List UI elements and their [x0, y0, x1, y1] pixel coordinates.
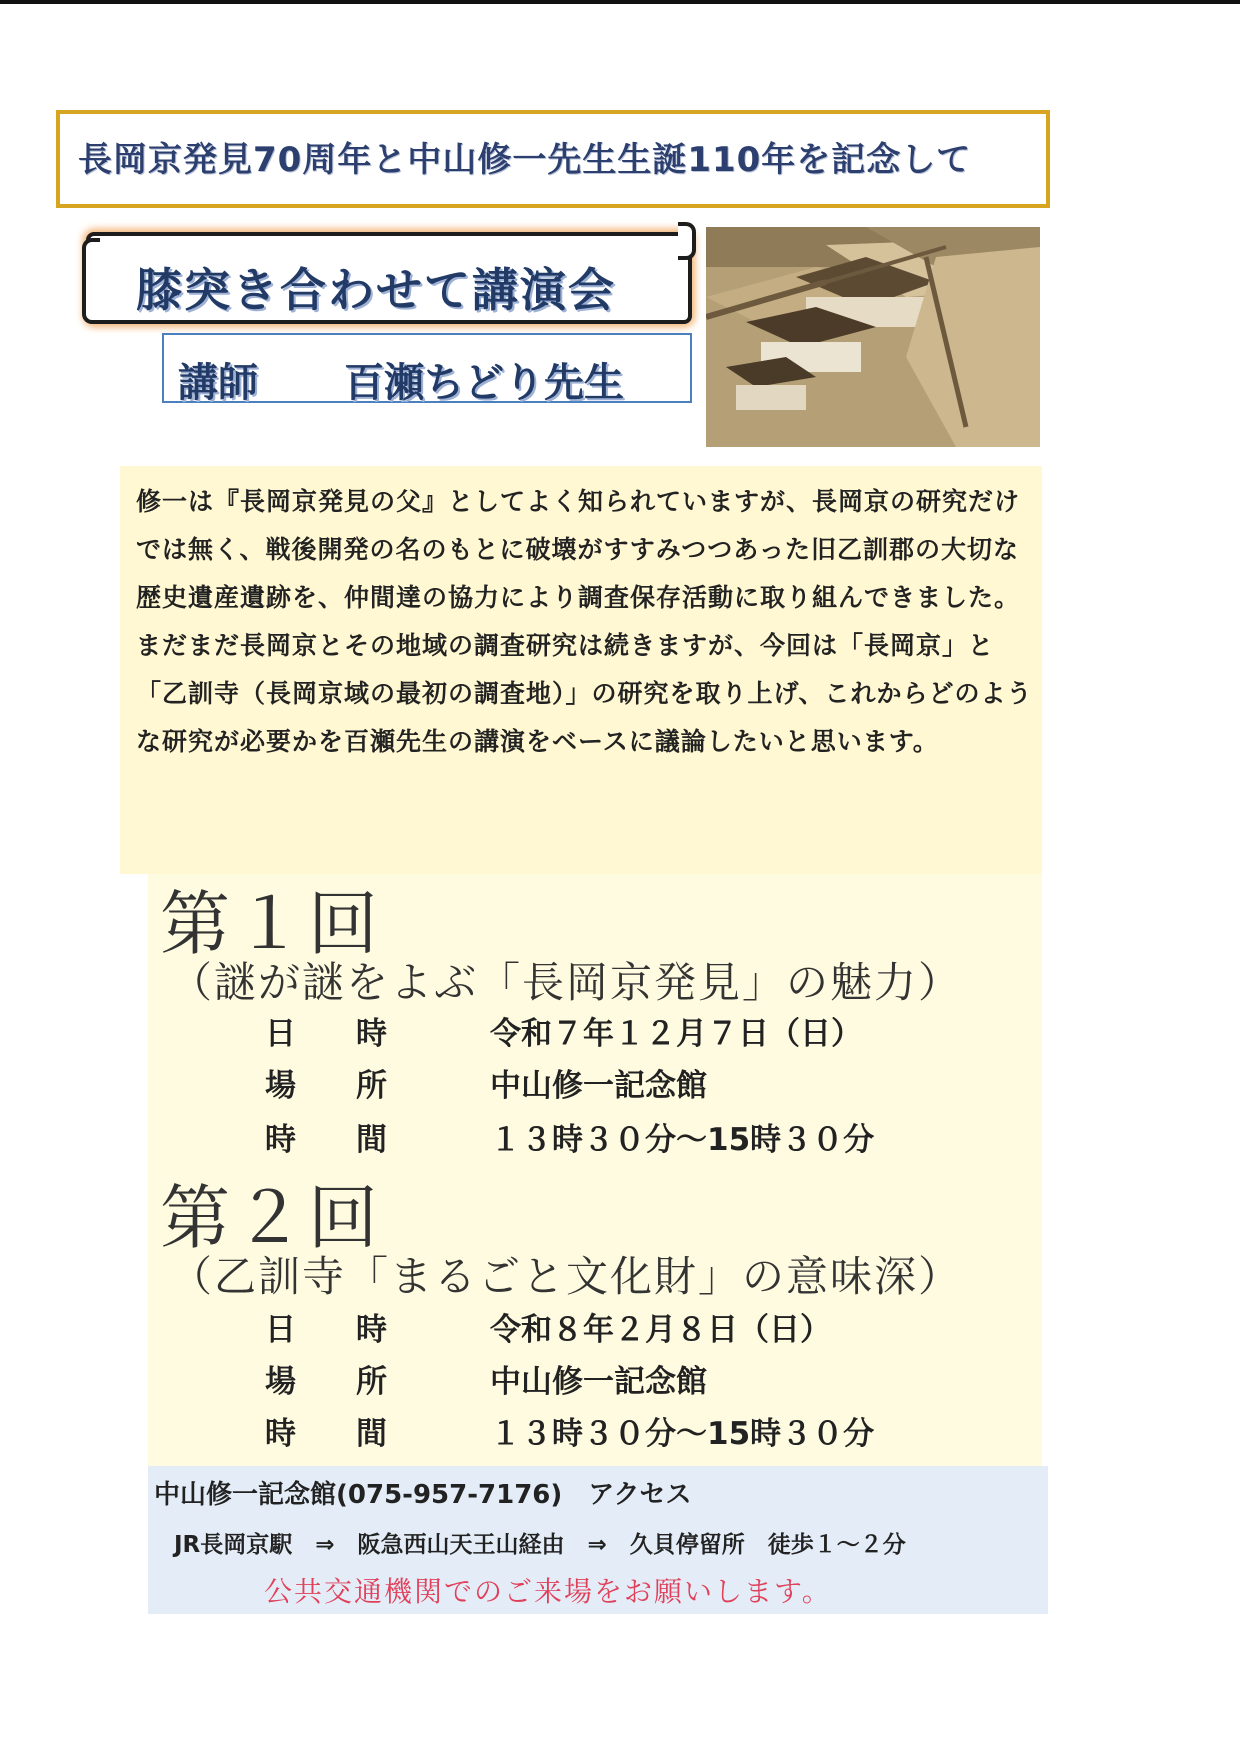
access-note: 公共交通機関でのご来場をお願いします。 [264, 1575, 832, 1608]
intro-text: 修一は『長岡京発見の父』としてよく知られていますが、長岡京の研究だけでは無く、戦後開発の名のもとに破壊がすすみつつあった旧乙訓郡の大切な歴史遺産遺跡を、仲間達の協力により調査保存活動に取り組んできました。まだまだ長岡京とその地域の調査研究は続きますが、今回は「長岡京」と「乙訓寺（長岡京域の最初の調査地）」の研究を取り上げ、これからどのような研究が必要かを百瀬先生の講演をベースに議論したいと思います。 [136, 487, 1033, 756]
top-rule [0, 0, 1240, 4]
session-2-time: １３時３０分～15時３０分 [490, 1416, 875, 1452]
intro-section [120, 466, 1042, 874]
session-2-title: 第２回 [160, 1177, 382, 1259]
event-title: 膝突き合わせて講演会 [136, 263, 616, 317]
session-2-date: 令和８年２月８日（日） [490, 1312, 831, 1348]
session-1-subtitle: （謎が謎をよぶ「長岡京発見」の魅力） [170, 958, 963, 1007]
session-1-time-label: 時間 [265, 1122, 447, 1158]
session-1-date-label: 日時 [265, 1016, 447, 1052]
session-1-time: １３時３０分～15時３０分 [490, 1122, 875, 1158]
session-1-date: 令和７年１２月７日（日） [490, 1016, 862, 1052]
lecturer-box [162, 333, 692, 406]
palace-model-illustration [706, 227, 1040, 447]
session-2-place: 中山修一記念館 [490, 1364, 707, 1400]
event-title-scroll [86, 232, 692, 324]
access-title: 中山修一記念館(075-957-7176) アクセス [154, 1480, 692, 1510]
session-1-place: 中山修一記念館 [490, 1068, 707, 1104]
session-1-place-label: 場所 [265, 1068, 447, 1104]
scroll-curl-right [678, 222, 696, 260]
commemoration-banner [56, 110, 1050, 208]
session-2-time-label: 時間 [265, 1416, 447, 1452]
palace-model-photo [706, 227, 1040, 447]
access-route: JR長岡京駅 ⇒ 阪急西山天王山経由 ⇒ 久貝停留所 徒歩１～２分 [174, 1532, 906, 1558]
lecturer-role: 講師 [178, 360, 258, 406]
session-1-title: 第１回 [160, 883, 382, 965]
lecturer-name: 百瀬ちどり先生 [344, 360, 624, 406]
banner-text: 長岡京発見70周年と中山修一先生生誕110年を記念して [78, 140, 972, 180]
session-2-subtitle: （乙訓寺「まるごと文化財」の意味深） [170, 1252, 963, 1301]
access-section [148, 1466, 1048, 1614]
scroll-curl-left [82, 238, 100, 324]
session-2-place-label: 場所 [265, 1364, 447, 1400]
session-2-date-label: 日時 [265, 1312, 447, 1348]
